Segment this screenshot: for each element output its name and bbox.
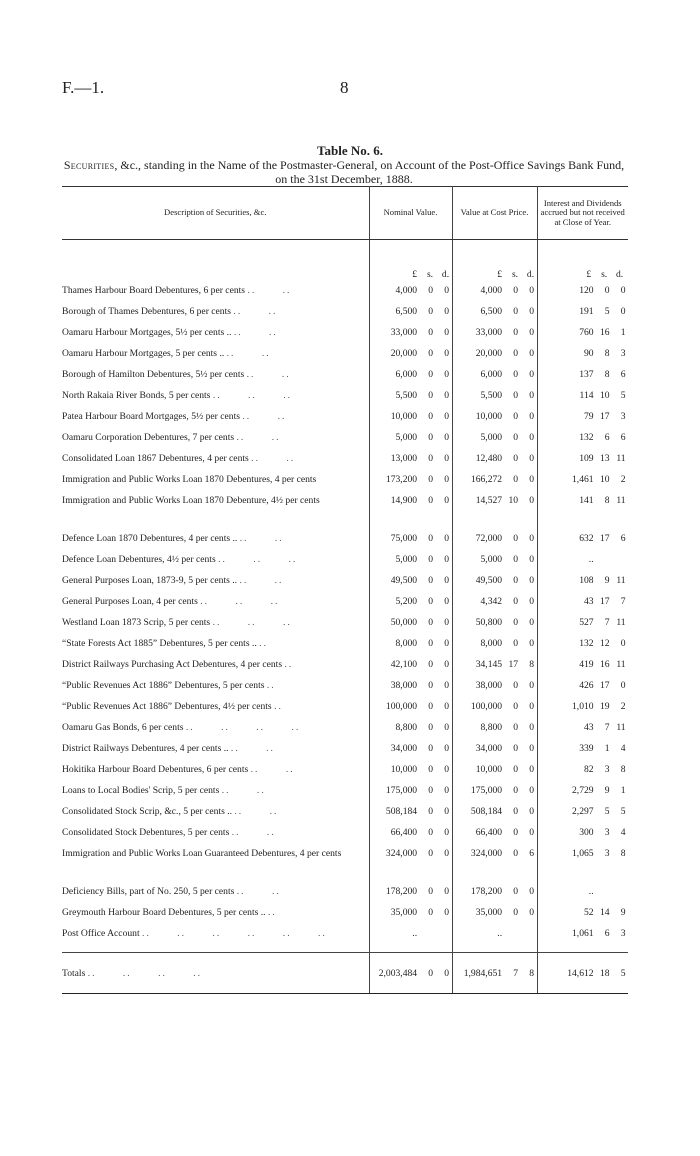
nominal-value: 324,000 0 0 (369, 843, 452, 881)
interest-value: 1,010 19 2 (572, 701, 626, 712)
interest-value: 120 0 0 (579, 285, 626, 296)
nominal-value: 8,800 0 0 (369, 717, 452, 738)
table-row (62, 612, 628, 633)
interest-value: 1,061 6 3 (572, 928, 626, 939)
security-description: Consolidated Stock Debentures, 5 per cents .. .. (62, 822, 369, 843)
table-row (62, 406, 628, 427)
table-body (62, 240, 628, 994)
interest-value: .. (588, 886, 594, 897)
interest-value: 300 3 4 (579, 827, 626, 838)
interest-value: 108 9 11 (579, 575, 626, 586)
units-spacer (62, 240, 369, 281)
nominal-value: 49,500 0 0 (369, 570, 452, 591)
interest-value: 2,297 5 5 (572, 806, 626, 817)
interest-value: 132 12 0 (579, 638, 626, 649)
table-row (62, 717, 628, 738)
cost-value: 72,000 0 0 (452, 528, 537, 549)
interest-value: 2,729 9 1 (572, 785, 626, 796)
security-description: North Rakaia River Bonds, 5 per cents .. .. .. (62, 385, 369, 406)
table-row (62, 570, 628, 591)
page-reference: F.—1. (62, 78, 105, 97)
table-row (62, 549, 628, 570)
table-row (62, 528, 628, 549)
cost-value: 166,272 0 0 (452, 469, 537, 490)
cost-value: 508,184 0 0 (452, 801, 537, 822)
security-description: “Public Revenues Act 1886” Debentures, 5 per cents .. (62, 675, 369, 696)
cost-value: 35,000 0 0 (452, 902, 537, 923)
interest-value: 90 8 3 (584, 348, 626, 359)
nominal-value: 4,000 0 0 (369, 280, 452, 301)
header-row (62, 187, 628, 240)
interest-value: 52 14 9 (584, 907, 626, 918)
security-description: Thames Harbour Board Debentures, 6 per cents .. .. (62, 280, 369, 301)
table-row (62, 738, 628, 759)
cost-value: 8,000 0 0 (452, 633, 537, 654)
nominal-value: 508,184 0 0 (369, 801, 452, 822)
interest-value: 1,065 3 8 (572, 848, 626, 859)
totals-row (62, 953, 628, 994)
nominal-value: 6,000 0 0 (369, 364, 452, 385)
nominal-value: 38,000 0 0 (369, 675, 452, 696)
col-header-nominal: Nominal Value. (369, 187, 452, 240)
table-row (62, 322, 628, 343)
table-subtitle (60, 158, 628, 186)
nominal-value: .. (369, 923, 452, 944)
security-description: Defence Loan 1870 Debentures, 4 per cents .. .. .. (62, 528, 369, 549)
security-description: District Railways Debentures, 4 per cents .. .. .. (62, 738, 369, 759)
nominal-value: 100,000 0 0 (369, 696, 452, 717)
cost-value: 38,000 0 0 (452, 675, 537, 696)
units-cost: £ s. d. (452, 240, 537, 281)
nominal-value: 6,500 0 0 (369, 301, 452, 322)
cost-value: 5,000 0 0 (452, 549, 537, 570)
interest-value: 137 8 6 (579, 369, 626, 380)
security-description: General Purposes Loan, 4 per cents .. .. .. (62, 591, 369, 612)
cost-value: 12,480 0 0 (452, 448, 537, 469)
table-row (62, 448, 628, 469)
security-description: Consolidated Stock Scrip, &c., 5 per cents .. .. .. (62, 801, 369, 822)
cost-value: 8,800 0 0 (452, 717, 537, 738)
nominal-value: 173,200 0 0 (369, 469, 452, 490)
security-description: Hokitika Harbour Board Debentures, 6 per cents .. .. (62, 759, 369, 780)
security-description: “Public Revenues Act 1886” Debentures, 4½ per cents .. (62, 696, 369, 717)
table-row (62, 759, 628, 780)
table-row (62, 385, 628, 406)
subtitle-rest: , &c., standing in the Name of the Postmaster-General, on Account of the Post-Office Savings Bank Fund, on the 31st December, 1888. (114, 158, 625, 186)
security-description: General Purposes Loan, 1873-9, 5 per cents .. .. .. (62, 570, 369, 591)
total-nominal: 2,003,484 0 0 (369, 953, 452, 994)
nominal-value: 10,000 0 0 (369, 759, 452, 780)
security-description: Defence Loan Debentures, 4½ per cents .. .. .. (62, 549, 369, 570)
interest-value: 419 16 11 (579, 659, 626, 670)
table-row (62, 675, 628, 696)
table-row (62, 364, 628, 385)
page-number: 8 (340, 78, 349, 97)
table-row (62, 780, 628, 801)
totals-label: Totals .. .. .. .. (62, 953, 369, 994)
table-row (62, 696, 628, 717)
cost-value: 4,342 0 0 (452, 591, 537, 612)
nominal-value: 42,100 0 0 (369, 654, 452, 675)
units-nominal: £ s. d. (369, 240, 452, 281)
cost-value: 175,000 0 0 (452, 780, 537, 801)
nominal-value: 33,000 0 0 (369, 322, 452, 343)
interest-value: 114 10 5 (579, 390, 626, 401)
nominal-value: 75,000 0 0 (369, 528, 452, 549)
nominal-value: 14,900 0 0 (369, 490, 452, 528)
table-row (62, 490, 628, 528)
cost-value: 5,000 0 0 (452, 427, 537, 448)
security-description: Post Office Account .. .. .. .. .. .. (62, 923, 369, 944)
cost-value: 14,527 10 0 (452, 490, 537, 528)
cost-value: 100,000 0 0 (452, 696, 537, 717)
security-description: Borough of Hamilton Debentures, 5½ per cents .. .. (62, 364, 369, 385)
security-description: Consolidated Loan 1867 Debentures, 4 per cents .. .. (62, 448, 369, 469)
interest-value: 141 8 11 (579, 495, 626, 506)
cost-value: 6,000 0 0 (452, 364, 537, 385)
nominal-value: 5,000 0 0 (369, 549, 452, 570)
security-description: Borough of Thames Debentures, 6 per cents .. .. (62, 301, 369, 322)
security-description: “State Forests Act 1885” Debentures, 5 per cents .. .. (62, 633, 369, 654)
nominal-value: 10,000 0 0 (369, 406, 452, 427)
interest-value: 760 16 1 (579, 327, 626, 338)
col-header-cost: Value at Cost Price. (452, 187, 537, 240)
table-row (62, 822, 628, 843)
security-description: Oamaru Corporation Debentures, 7 per cents .. .. (62, 427, 369, 448)
interest-value: 79 17 3 (584, 411, 626, 422)
interest-value: 426 17 0 (579, 680, 626, 691)
nominal-value: 175,000 0 0 (369, 780, 452, 801)
nominal-value: 66,400 0 0 (369, 822, 452, 843)
interest-value: 43 17 7 (584, 596, 626, 607)
interest-value: 632 17 6 (579, 533, 626, 544)
table-row (62, 902, 628, 923)
cost-value: 33,000 0 0 (452, 322, 537, 343)
interest-value: 527 7 11 (579, 617, 626, 628)
nominal-value: 5,500 0 0 (369, 385, 452, 406)
nominal-value: 13,000 0 0 (369, 448, 452, 469)
cost-value: 34,000 0 0 (452, 738, 537, 759)
table-row (62, 843, 628, 881)
table-title: Table No. 6. (317, 143, 383, 158)
table-row (62, 591, 628, 612)
interest-value: 191 5 0 (579, 306, 626, 317)
nominal-value: 5,000 0 0 (369, 427, 452, 448)
table-row (62, 801, 628, 822)
table-row (62, 923, 628, 944)
security-description: Immigration and Public Works Loan Guaranteed Debentures, 4 per cents (62, 843, 369, 881)
table-row (62, 343, 628, 364)
security-description: District Railways Purchasing Act Debentures, 4 per cents .. (62, 654, 369, 675)
nominal-value: 35,000 0 0 (369, 902, 452, 923)
col-header-description: Description of Securities, &c. (62, 187, 369, 240)
cost-value: 20,000 0 0 (452, 343, 537, 364)
cost-value: 10,000 0 0 (452, 406, 537, 427)
interest-value: 109 13 11 (579, 453, 626, 464)
table-row (62, 469, 628, 490)
cost-value: 5,500 0 0 (452, 385, 537, 406)
spacer-row (62, 944, 628, 953)
table-row (62, 633, 628, 654)
cost-value: 34,145 17 8 (452, 654, 537, 675)
security-description: Oamaru Harbour Mortgages, 5 per cents .. .. .. (62, 343, 369, 364)
table-row (62, 280, 628, 301)
security-description: Oamaru Gas Bonds, 6 per cents .. .. .. .. (62, 717, 369, 738)
table-row (62, 881, 628, 902)
cost-value: .. (452, 923, 537, 944)
total-cost: 1,984,651 7 8 (452, 953, 537, 994)
interest-value: 1,461 10 2 (572, 474, 626, 485)
units-interest: £ s. d. (586, 269, 624, 280)
cost-value: 324,000 0 6 (452, 843, 537, 881)
security-description: Deficiency Bills, part of No. 250, 5 per cents .. .. (62, 881, 369, 902)
security-description: Greymouth Harbour Board Debentures, 5 per cents .. .. (62, 902, 369, 923)
cost-value: 49,500 0 0 (452, 570, 537, 591)
units-row (62, 240, 628, 281)
nominal-value: 178,200 0 0 (369, 881, 452, 902)
interest-value: 339 1 4 (579, 743, 626, 754)
interest-value: 82 3 8 (584, 764, 626, 775)
nominal-value: 20,000 0 0 (369, 343, 452, 364)
security-description: Oamaru Harbour Mortgages, 5½ per cents .. .. .. (62, 322, 369, 343)
cost-value: 66,400 0 0 (452, 822, 537, 843)
interest-value: 43 7 11 (584, 722, 626, 733)
cost-value: 6,500 0 0 (452, 301, 537, 322)
security-description: Loans to Local Bodies' Scrip, 5 per cents .. .. (62, 780, 369, 801)
nominal-value: 50,000 0 0 (369, 612, 452, 633)
security-description: Patea Harbour Board Mortgages, 5½ per cents .. .. (62, 406, 369, 427)
security-description: Immigration and Public Works Loan 1870 Debenture, 4½ per cents (62, 490, 369, 528)
table-row (62, 654, 628, 675)
cost-value: 10,000 0 0 (452, 759, 537, 780)
security-description: Westland Loan 1873 Scrip, 5 per cents .. .. .. (62, 612, 369, 633)
nominal-value: 5,200 0 0 (369, 591, 452, 612)
security-description: Immigration and Public Works Loan 1870 Debentures, 4 per cents (62, 469, 369, 490)
nominal-value: 8,000 0 0 (369, 633, 452, 654)
nominal-value: 34,000 0 0 (369, 738, 452, 759)
subtitle-lead: Securities (63, 158, 115, 172)
col-header-interest: Interest and Dividends accrued but not received at Close of Year. (537, 187, 628, 240)
cost-value: 4,000 0 0 (452, 280, 537, 301)
total-interest: 14,612 18 5 (537, 953, 628, 994)
cost-value: 178,200 0 0 (452, 881, 537, 902)
interest-value: 132 6 6 (579, 432, 626, 443)
interest-value: .. (588, 554, 594, 565)
table-row (62, 301, 628, 322)
cost-value: 50,800 0 0 (452, 612, 537, 633)
table-row (62, 427, 628, 448)
securities-table (62, 186, 628, 994)
